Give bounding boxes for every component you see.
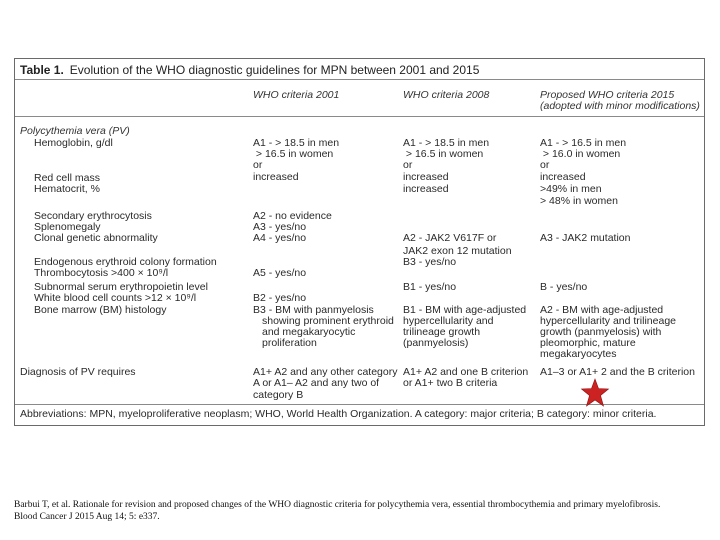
cell-2008: B1 - BM with age-adjusted — [403, 304, 527, 316]
cell-2001: or — [253, 159, 263, 171]
cell-2015: increased — [540, 171, 586, 183]
cell-2015: megakaryocytes — [540, 348, 617, 360]
cell-2008: increased — [403, 183, 449, 195]
row-label: White blood cell counts >12 × 10⁹/l — [34, 292, 197, 304]
row-label: Endogenous erythroid colony formation — [34, 256, 217, 268]
row-label: Secondary erythrocytosis — [34, 210, 152, 222]
cell-2008: B1 - yes/no — [403, 281, 457, 293]
abbreviations: Abbreviations: MPN, myeloproliferative neoplasm; WHO, World Health Organization. A category: major criteria; B category: minor criteria. — [20, 408, 657, 420]
cell-2001: B2 - yes/no — [253, 292, 307, 304]
header-2015: Proposed WHO criteria 2015 — [540, 89, 675, 101]
header-2015-note: (adopted with minor modifications) — [540, 100, 700, 112]
header-2008: WHO criteria 2008 — [403, 89, 490, 101]
cell-2001: A2 - no evidence — [253, 210, 332, 222]
cell-2001: A1+ A2 and any other category — [253, 366, 398, 378]
cell-2015: or — [540, 159, 550, 171]
table-label: Table 1. — [20, 63, 64, 77]
row-label: Hemoglobin, g/dl — [34, 137, 113, 149]
cell-2001: A or A1– A2 and any two of — [253, 377, 380, 389]
cell-2015: B - yes/no — [540, 281, 588, 293]
row-label: Subnormal serum erythropoietin level — [34, 281, 208, 293]
cell-2001: proliferation — [262, 337, 317, 349]
cell-2001: A4 - yes/no — [253, 232, 307, 244]
star-icon — [580, 378, 610, 408]
cell-2008: trilineage growth — [403, 326, 481, 338]
cell-2015: > 16.0 in women — [540, 148, 621, 160]
cell-2015: A2 - BM with age-adjusted — [540, 304, 664, 316]
header-rule — [15, 116, 704, 117]
citation-caption — [14, 499, 714, 523]
cell-2001: B3 - BM with panmyelosis — [253, 304, 374, 316]
section-label: Polycythemia vera (PV) — [20, 125, 130, 137]
cell-2008: increased — [403, 171, 449, 183]
cell-2015: growth (panmyelosis) with — [540, 326, 662, 338]
cell-2008: > 16.5 in women — [403, 148, 484, 160]
row-label: Bone marrow (BM) histology — [34, 304, 167, 316]
cell-2015: A1 - > 16.5 in men — [540, 137, 627, 149]
cell-2015: A1–3 or A1+ 2 and the B criterion — [540, 366, 695, 378]
row-label: Red cell mass — [34, 172, 100, 184]
cell-2008: (panmyelosis) — [403, 337, 469, 349]
cell-2001: A3 - yes/no — [253, 221, 307, 233]
title-rule — [15, 79, 704, 80]
cell-2008: A2 - JAK2 V617F or — [403, 232, 497, 244]
cell-2008: or — [403, 159, 413, 171]
cell-2008: or A1+ two B criteria — [403, 377, 498, 389]
cell-2015: hypercellularity and trilineage — [540, 315, 676, 327]
cell-2015: >49% in men — [540, 183, 602, 195]
cell-2008: A1+ A2 and one B criterion — [403, 366, 529, 378]
cell-2001: A5 - yes/no — [253, 267, 307, 279]
table-title-text: Evolution of the WHO diagnostic guidelines for MPN between 2001 and 2015 — [69, 63, 480, 77]
row-label: Clonal genetic abnormality — [34, 232, 158, 244]
cell-2008: B3 - yes/no — [403, 256, 457, 268]
cell-2001: A1 - > 18.5 in men — [253, 137, 340, 149]
cell-2015: > 48% in women — [540, 195, 618, 207]
cell-2008: hypercellularity and — [403, 315, 494, 327]
row-label-diagnosis: Diagnosis of PV requires — [20, 366, 136, 378]
row-label: Hematocrit, % — [34, 183, 100, 195]
cell-2008: A1 - > 18.5 in men — [403, 137, 490, 149]
row-label: Thrombocytosis >400 × 10⁹/l — [34, 267, 169, 279]
table-title — [20, 63, 479, 77]
cell-2008: JAK2 exon 12 mutation — [403, 245, 512, 257]
citation-line-1: Barbui T, et al. Rationale for revision and proposed changes of the WHO diagnostic criteria for polycythemia vera, essential thrombocythemia and primary myelofibrosis. — [14, 500, 661, 510]
header-2001: WHO criteria 2001 — [253, 89, 340, 101]
citation-line-2: Blood Cancer J 2015 Aug 14; 5: e337. — [14, 512, 160, 522]
cell-2001: and megakaryocytic — [262, 326, 356, 338]
row-label: Splenomegaly — [34, 221, 101, 233]
cell-2001: showing prominent erythroid — [262, 315, 394, 327]
cell-2001: category B — [253, 389, 304, 401]
cell-2001: increased — [253, 171, 299, 183]
cell-2001: > 16.5 in women — [253, 148, 334, 160]
cell-2015: pleomorphic, mature — [540, 337, 636, 349]
cell-2015: A3 - JAK2 mutation — [540, 232, 631, 244]
